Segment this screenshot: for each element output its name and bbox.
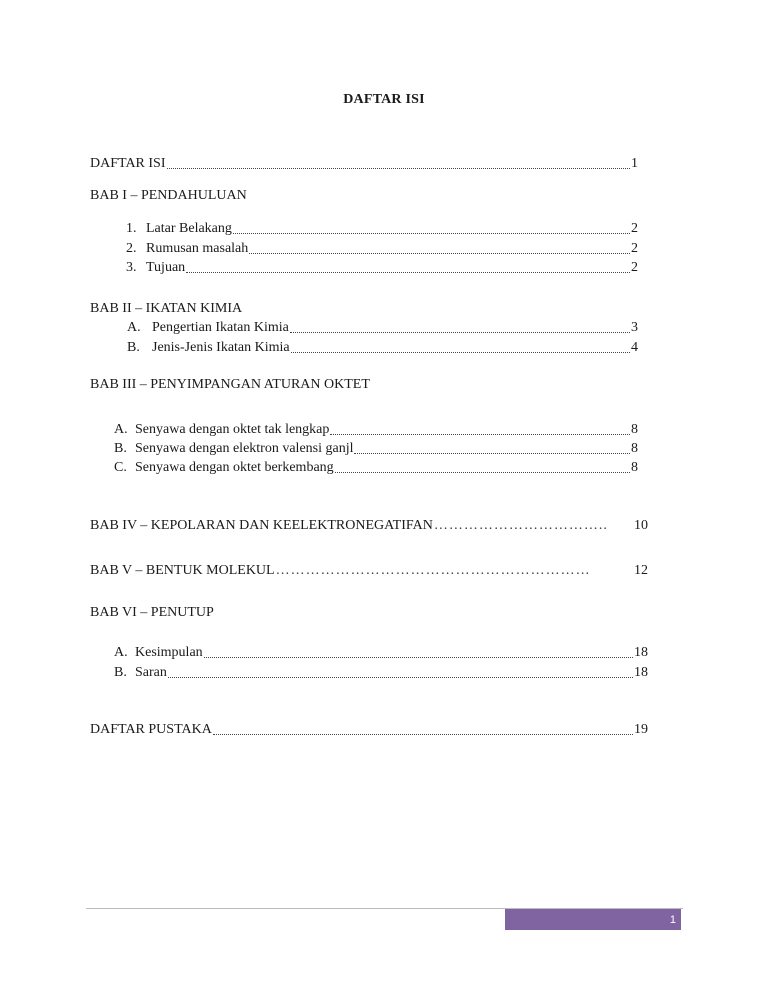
toc-entry-oktet-berkembang[interactable] (114, 460, 638, 476)
dot-leader (335, 472, 630, 473)
toc-item-number: B. (127, 340, 140, 355)
toc-entry-rumusan-masalah[interactable] (126, 241, 638, 257)
toc-entry-oktet-tak-lengkap[interactable] (114, 422, 638, 438)
toc-page-number: 4 (631, 340, 638, 355)
toc-page-number: 8 (631, 422, 638, 437)
toc-entry-latar-belakang[interactable] (126, 221, 638, 237)
toc-item-number: A. (114, 422, 128, 437)
toc-entry-kesimpulan[interactable] (114, 645, 648, 661)
chapter-heading-bab6: BAB VI – PENUTUP (90, 605, 214, 620)
toc-label: Senyawa dengan oktet berkembang (135, 460, 334, 475)
toc-page-number: 2 (631, 260, 638, 275)
dot-leader (290, 332, 630, 333)
toc-label: BAB V – BENTUK MOLEKUL (90, 563, 275, 578)
dot-leader (213, 734, 633, 735)
dot-leader (354, 453, 630, 454)
toc-item-number: B. (114, 441, 127, 456)
toc-item-number: 2. (126, 241, 137, 256)
dot-leader: ……………………………………………………… (275, 563, 591, 578)
toc-label: Senyawa dengan elektron valensi ganjl (135, 441, 354, 456)
toc-entry-daftar-pustaka[interactable] (90, 722, 648, 738)
toc-page-number: 18 (634, 665, 648, 680)
toc-entry-saran[interactable] (114, 665, 648, 681)
toc-page-number: 10 (634, 518, 648, 533)
dot-leader: …………………………….. (433, 518, 608, 533)
toc-label: DAFTAR ISI (90, 156, 166, 171)
toc-page-number: 18 (634, 645, 648, 660)
toc-label: Latar Belakang (146, 221, 232, 236)
toc-entry-daftar-isi[interactable] (90, 156, 638, 172)
toc-label: Kesimpulan (135, 645, 203, 660)
toc-entry-bab5[interactable] (90, 563, 648, 579)
toc-page-number: 8 (631, 460, 638, 475)
chapter-heading-bab1: BAB I – PENDAHULUAN (90, 188, 247, 203)
toc-entry-tujuan[interactable] (126, 260, 638, 276)
toc-page-number: 2 (631, 241, 638, 256)
toc-label: Tujuan (146, 260, 186, 275)
page-title: DAFTAR ISI (343, 92, 425, 107)
dot-leader (186, 272, 630, 273)
toc-label: Rumusan masalah (146, 241, 249, 256)
toc-label: Pengertian Ikatan Kimia (152, 320, 289, 335)
toc-label: Saran (135, 665, 167, 680)
toc-item-number: C. (114, 460, 127, 475)
toc-entry-jenis-ikatan-kimia[interactable] (127, 340, 638, 356)
toc-page-number: 12 (634, 563, 648, 578)
toc-label: DAFTAR PUSTAKA (90, 722, 212, 737)
toc-label: Jenis-Jenis Ikatan Kimia (152, 340, 290, 355)
toc-label: BAB IV – KEPOLARAN DAN KEELEKTRONEGATIFAN (90, 518, 433, 533)
toc-label: Senyawa dengan oktet tak lengkap (135, 422, 330, 437)
toc-item-number: 3. (126, 260, 137, 275)
dot-leader (249, 253, 630, 254)
toc-page-number: 8 (631, 441, 638, 456)
toc-page-number: 3 (631, 320, 638, 335)
dot-leader (233, 233, 630, 234)
chapter-heading-bab2: BAB II – IKATAN KIMIA (90, 301, 243, 316)
toc-entry-elektron-valensi-ganjil[interactable] (114, 441, 638, 457)
toc-item-number: A. (114, 645, 128, 660)
toc-page-number: 1 (631, 156, 638, 171)
toc-item-number: 1. (126, 221, 137, 236)
toc-item-number: B. (114, 665, 127, 680)
toc-page-number: 19 (634, 722, 648, 737)
chapter-heading-bab3: BAB III – PENYIMPANGAN ATURAN OKTET (90, 377, 370, 392)
dot-leader (167, 168, 631, 169)
toc-page-number: 2 (631, 221, 638, 236)
dot-leader (330, 434, 630, 435)
toc-entry-bab4[interactable] (90, 518, 648, 534)
dot-leader (291, 352, 630, 353)
dot-leader (204, 657, 633, 658)
page-number-badge: 1 (505, 909, 681, 930)
dot-leader (168, 677, 633, 678)
toc-entry-pengertian-ikatan-kimia[interactable] (127, 320, 638, 336)
toc-item-number: A. (127, 320, 141, 335)
